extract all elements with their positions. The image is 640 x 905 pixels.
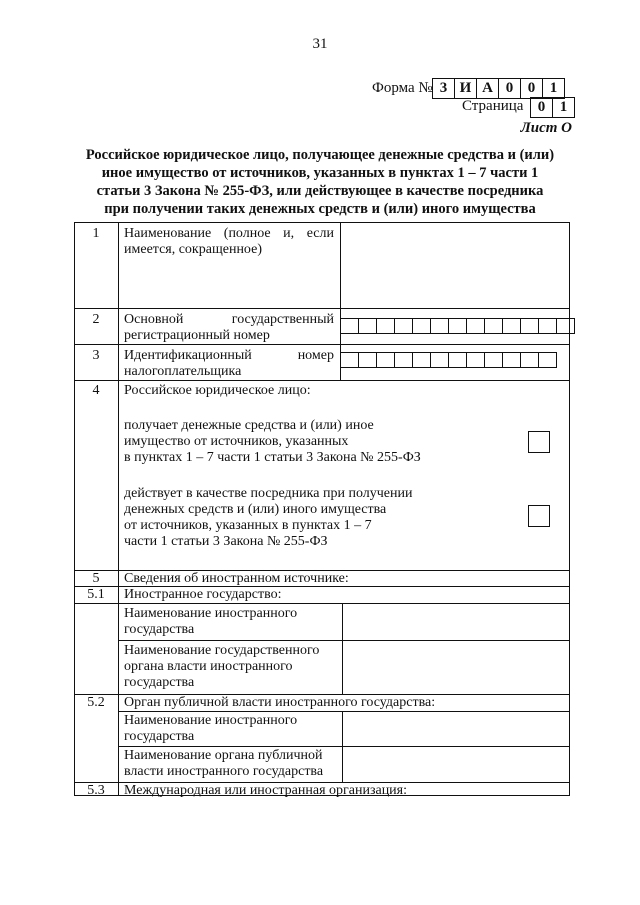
row-label-entity: Российское юридическое лицо: bbox=[124, 383, 311, 398]
value-column-divider bbox=[342, 603, 343, 694]
ogrn-input-cells[interactable] bbox=[340, 318, 575, 334]
row-number: 2 bbox=[92, 312, 100, 327]
row-separator bbox=[74, 603, 570, 604]
form-code-cell: 0 bbox=[498, 79, 520, 98]
row-separator bbox=[74, 380, 570, 381]
row-label-foreign-source: Сведения об иностранном источнике: bbox=[124, 571, 349, 586]
form-number-label: Форма № bbox=[372, 80, 433, 96]
title-line: Российское юридическое лицо, получающее денежные средства и (или) bbox=[85, 147, 555, 163]
option-receives-funds-checkbox[interactable] bbox=[528, 431, 550, 453]
page-code-cell: 1 bbox=[552, 98, 574, 117]
page-number: 31 bbox=[312, 36, 328, 52]
table-border bbox=[74, 222, 570, 223]
form-code-cell: И bbox=[454, 79, 476, 98]
page-code-boxes bbox=[530, 97, 575, 118]
title-line: статьи 3 Закона № 255-ФЗ, или действующее в качестве посредника bbox=[96, 183, 544, 199]
row-number: 5.2 bbox=[87, 695, 105, 710]
row-separator bbox=[118, 746, 570, 747]
form-code-cell: 1 bbox=[542, 79, 564, 98]
title-line: при получении таких денежных средств и (или) иного имущества bbox=[104, 201, 536, 217]
form-code-cell: А bbox=[476, 79, 498, 98]
row-label-ogrn: Основной государственный регистрационный номер bbox=[124, 312, 334, 343]
row-label-public-authority: Орган публичной власти иностранного государства: bbox=[124, 695, 436, 710]
row-label-international-org: Международная или иностранная организация: bbox=[124, 783, 408, 798]
form-code-cell: 3 bbox=[439, 80, 448, 96]
sheet-label: Лист О bbox=[520, 120, 572, 136]
row-separator bbox=[118, 711, 570, 712]
row-label-inn: Идентификационный номер налогоплательщика bbox=[124, 348, 334, 379]
row-number: 5.1 bbox=[87, 587, 105, 602]
value-column-divider bbox=[342, 711, 343, 782]
row-number: 4 bbox=[92, 383, 100, 398]
row-separator bbox=[74, 344, 570, 345]
sub-label-authority-name: Наименование органа публичной власти иностранного государства bbox=[124, 748, 324, 779]
row-separator bbox=[118, 640, 570, 641]
option-intermediary-checkbox[interactable] bbox=[528, 505, 550, 527]
inn-input-cells[interactable] bbox=[340, 352, 557, 368]
form-code-cell: 0 bbox=[520, 79, 542, 98]
sub-label-state-authority: Наименование государственного органа власти иностранного государства bbox=[124, 643, 320, 690]
row-number: 5 bbox=[92, 571, 100, 586]
row-number: 3 bbox=[92, 348, 100, 363]
row-label-name: Наименование (полное и, если имеется, сокращенное) bbox=[124, 226, 334, 257]
sub-label-state-name: Наименование иностранного государства bbox=[124, 713, 298, 744]
page-code-cell: 0 bbox=[537, 99, 546, 115]
document-title bbox=[70, 146, 570, 218]
row-number: 1 bbox=[92, 226, 100, 241]
option-receives-funds-text: получает денежные средства и (или) иное имущество от источников, указанных в пунктах 1 – 7 части 1 статьи 3 Закона № 255-ФЗ bbox=[124, 418, 421, 465]
page-label: Страница bbox=[462, 98, 524, 114]
sub-label-state-name: Наименование иностранного государства bbox=[124, 606, 298, 637]
option-intermediary-text: действует в качестве посредника при получении денежных средств и (или) иного имущества от источников, указанных в пунктах 1 – 7 части 1 статьи 3 Закона № 255-ФЗ bbox=[124, 486, 413, 549]
row-number: 5.3 bbox=[87, 783, 105, 798]
form-table bbox=[74, 222, 570, 796]
row-label-foreign-state: Иностранное государство: bbox=[124, 587, 282, 602]
title-line: иное имущество от источников, указанных в пунктах 1 – 7 части 1 bbox=[101, 165, 539, 181]
row-separator bbox=[74, 308, 570, 309]
form-code-boxes bbox=[432, 78, 565, 99]
